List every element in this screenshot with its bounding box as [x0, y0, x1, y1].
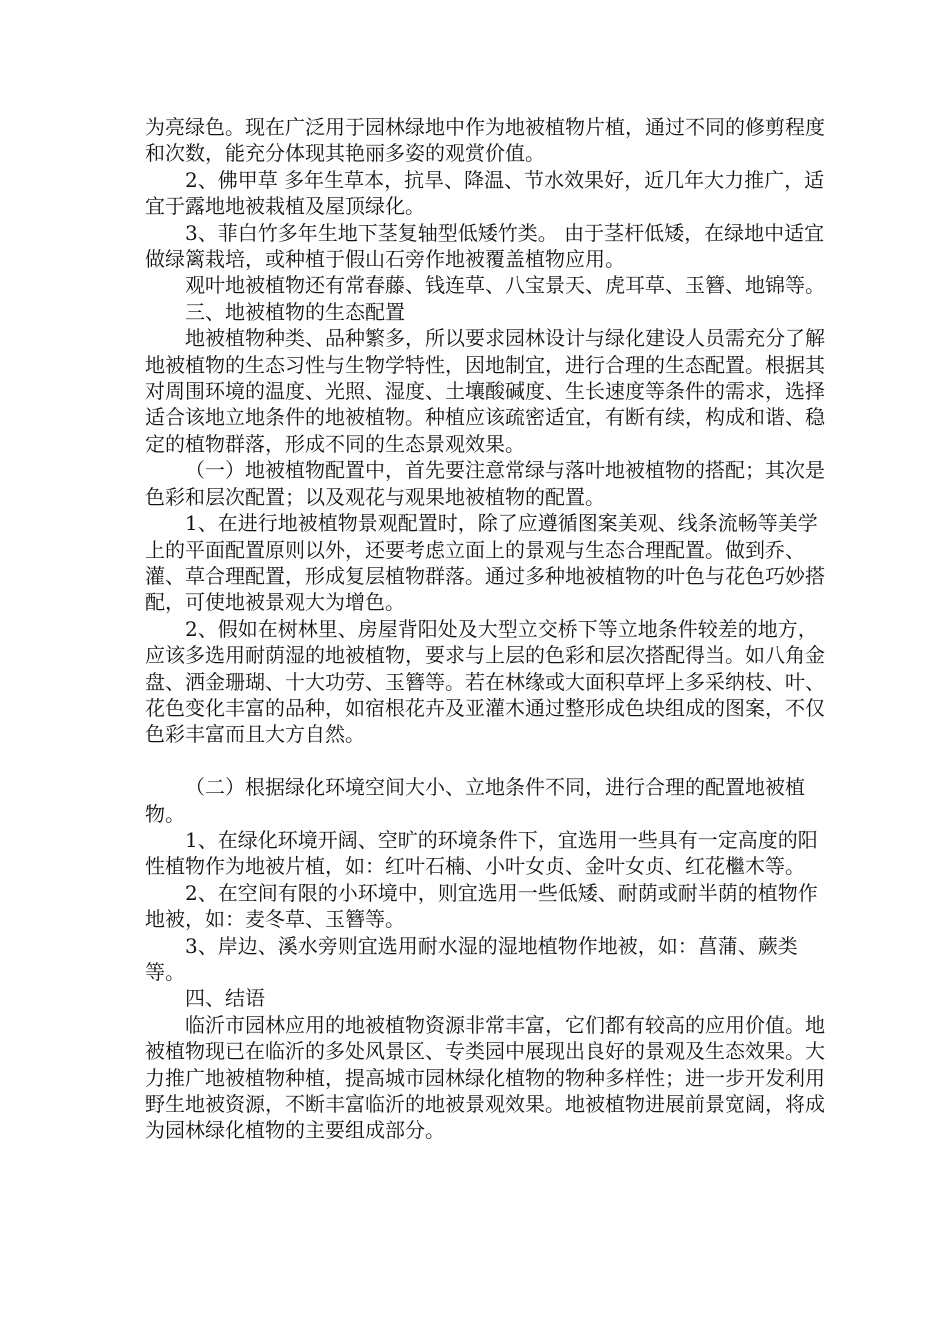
document-body	[145, 114, 835, 1144]
paragraph-limited-space: 2、在空间有限的小环境中，则宜选用一些低矮、耐荫或耐半荫的植物作地被，如：麦冬草、玉簪等。	[145, 880, 818, 932]
paragraph-feibaizhu: 3、菲白竹多年生地下茎复轴型低矮竹类。 由于茎杆低矮，在绿地中适宜做绿篱栽培，或种植于假山石旁作地被覆盖植物应用。	[145, 220, 825, 272]
paragraph-conclusion: 临沂市园林应用的地被植物资源非常丰富，它们都有较高的应用价值。地被植物现已在临沂的多处风景区、专类园中展现出良好的景观及生态效果。大力推广地被植物种植，提高城市园林绿化植物的物种多样性；进一步开发利用野生地被资源，不断丰富临沂的地被景观效果。地被植物进展前景宽阔，将成为园林绿化植物的主要组成部分。	[145, 1012, 825, 1143]
paragraph-shade-plants: 2、假如在树林里、房屋背阳处及大型立交桥下等立地条件较差的地方，应该多选用耐荫湿的地被植物，要求与上层的色彩和层次搭配得当。如八角金盘、洒金珊瑚、十大功劳、玉簪等。若在林缘或大面积草坪上多采纳枝、叶、花色变化丰富的品种，如宿根花卉及亚灌木通过整形成色块组成的图案，不仅色彩丰富而且大方自然。	[145, 616, 825, 747]
section-heading-ecological-configuration: 三、地被植物的生态配置	[185, 299, 405, 324]
paragraph-subsection-one: （一）地被植物配置中，首先要注意常绿与落叶地被植物的搭配；其次是色彩和层次配置；以及观花与观果地被植物的配置。	[145, 458, 825, 509]
paragraph-foliage-plants: 观叶地被植物还有常春藤、钱连草、八宝景天、虎耳草、玉簪、地锦等。	[185, 273, 825, 298]
paragraph-subsection-two: （二）根据绿化环境空间大小、立地条件不同，进行合理的配置地被植物。	[145, 775, 805, 826]
paragraph-open-space: 1、在绿化环境开阔、空旷的环境条件下，宜选用一些具有一定高度的阳性植物作为地被片植，如：红叶石楠、小叶女贞、金叶女贞、红花檵木等。	[145, 827, 818, 879]
paragraph-waterside: 3、岸边、溪水旁则宜选用耐水湿的湿地植物作地被，如：菖蒲、蕨类等。	[145, 933, 798, 984]
blank-line	[145, 748, 835, 774]
paragraph-fojiacao: 2、佛甲草 多年生草本，抗旱、降温、节水效果好，近几年大力推广，适宜于露地地被栽植及屋顶绿化。	[145, 167, 825, 219]
paragraph-continuation: 为亮绿色。现在广泛用于园林绿地中作为地被植物片植，通过不同的修剪程度和次数，能充分体现其艳丽多姿的观赏价值。	[145, 115, 825, 166]
paragraph-ecological-intro: 地被植物种类、品种繁多，所以要求园林设计与绿化建设人员需充分了解地被植物的生态习性与生物学特性，因地制宜，进行合理的生态配置。根据其对周围环境的温度、光照、湿度、土壤酸碱度、生长速度等条件的需求，选择适合该地立地条件的地被植物。种植应该疏密适宜，有断有续，构成和谐、稳定的植物群落，形成不同的生态景观效果。	[145, 326, 825, 456]
section-heading-conclusion: 四、结语	[185, 986, 265, 1011]
paragraph-landscape-configuration: 1、在进行地被植物景观配置时，除了应遵循图案美观、线条流畅等美学上的平面配置原则以外，还要考虑立面上的景观与生态合理配置。做到乔、灌、草合理配置，形成复层植物群落。通过多种地被植物的叶色与花色巧妙搭配，可使地被景观大为增色。	[145, 511, 825, 615]
